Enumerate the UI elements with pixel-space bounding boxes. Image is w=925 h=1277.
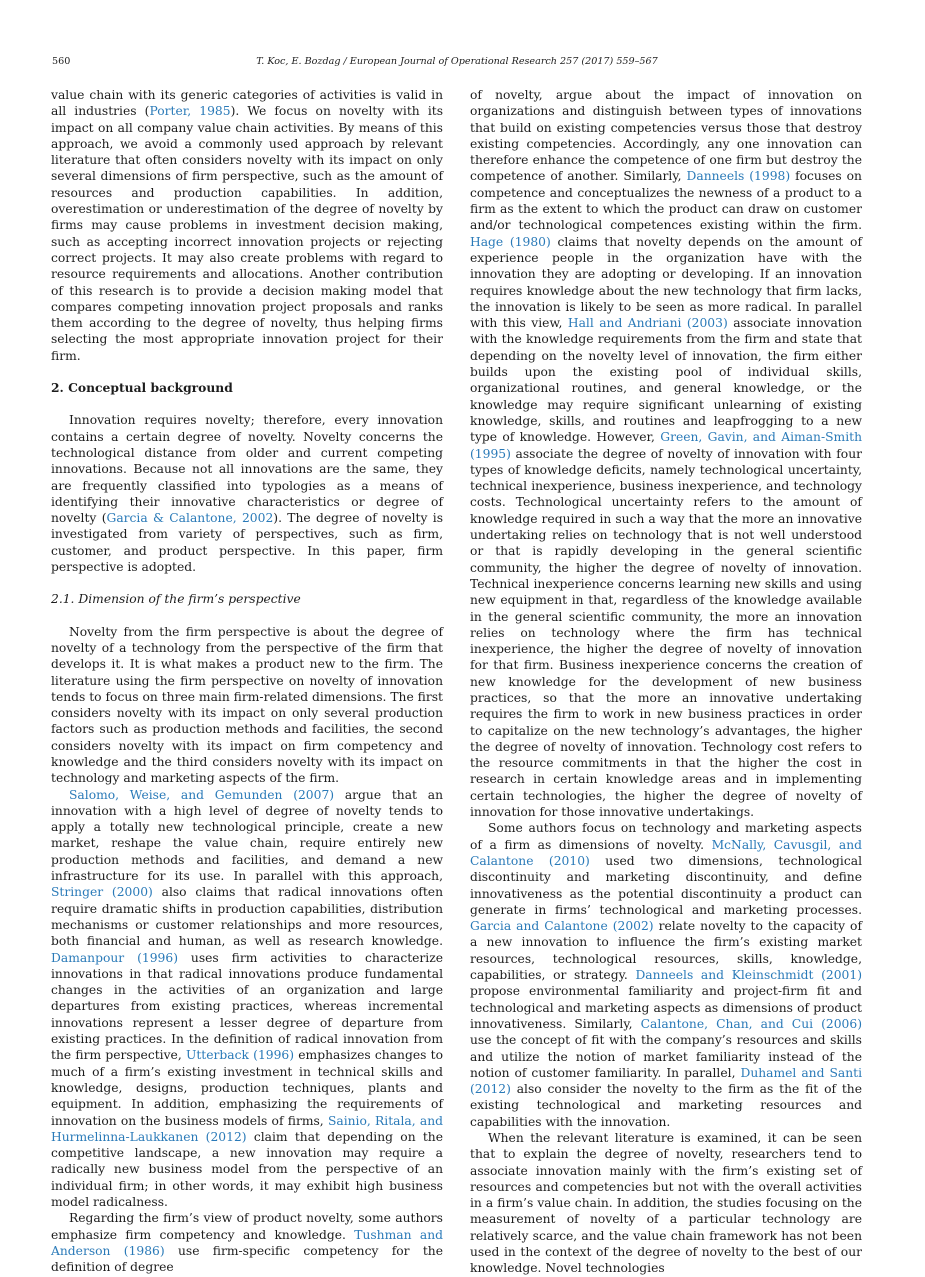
citation-link[interactable]: Utterback (1996)	[185, 1048, 295, 1063]
right-column	[470, 87, 862, 1277]
paragraph: Innovation requires novelty; therefore, every innovation contains a certain degree of novelty. Novelty concerns the technological distance from older and current competing innovations. Because not all innovations are the same, they are frequently classified into typologies as a means of identifying their innovative characteristics or degree of novelty (Garcia & Calantone, 2002). The degree of novelty is investigated from variety of perspectives, such as firm, customer, and product perspective. In this paper, firm perspective is adopted.	[51, 413, 444, 575]
citation-link[interactable]: McNally, Cavusgil, and Calantone (2010)	[470, 837, 862, 868]
citation-link[interactable]: Garcia and Calantone (2002)	[470, 919, 654, 934]
citation-link[interactable]: Garcia & Calantone, 2002	[106, 511, 274, 526]
citation-link[interactable]: Tushman and Anderson (1986)	[51, 1227, 443, 1258]
citation-link[interactable]: Hage (1980)	[470, 234, 551, 249]
citation-link[interactable]: Danneels (1998)	[686, 169, 791, 184]
citation-link[interactable]: Damanpour (1996)	[51, 950, 178, 965]
citation-link[interactable]: Danneels and Kleinschmidt (2001)	[635, 968, 862, 983]
journal-reference: T. Koc, E. Bozdag / European Journal of Operational Research 257 (2017) 559–567	[256, 56, 658, 67]
citation-link[interactable]: Duhamel and Santi (2012)	[470, 1065, 863, 1097]
page-number: 560	[52, 56, 71, 67]
section-heading: 2. Conceptual background	[51, 380, 233, 396]
citation-link[interactable]: Sainio, Ritala, and Hurmelinna-Laukkanen (2012)	[51, 1113, 444, 1144]
subsection-heading: 2.1. Dimension of the firm’s perspective	[51, 592, 301, 607]
citation-link[interactable]: Hall and Andriani (2003)	[567, 316, 728, 331]
paragraph: of novelty, argue about the impact of innovation on organizations and distinguish between types of innovations that build on existing competencies versus those that destroy existing competencies. Accordingly, any one innovation can therefore enhance the competence of one firm but destroy the competence of another. Similarly, Danneels (1998) focuses on competence and conceptualizes the newness of a product to a firm as the extent to which the product can draw on customer and/or technological competences existing within the firm. Hage (1980) claims that novelty depends on the amount of experience people in the organization have with the innovation they are adopting or developing. If an innovation requires knowledge about the new technology that firm lacks, the innovation is likely to be seen as more radical. In parallel with this view, Hall and Andriani (2003) associate innovation with the knowledge requirements from the firm and state that depending on the novelty level of innovation, the firm either builds upon the existing pool of individual skills, organizational routines, and general knowledge, or the knowledge may require significant unlearning of existing knowledge, skills, and routines and leapfrogging to a new type of knowledge. However, Green, Gavin, and Aiman-Smith (1995) associate the degree of novelty of innovation with four types of knowledge deficits, namely technological uncertainty, technical inexperience, business inexperience, and technology costs. Technological uncertainty refers to the amount of knowledge required in such a way that the more an innovative undertaking relies on technology that is not well understood or that is rapidly developing in the general scientific community, the higher the degree of novelty of innovation. Technical inexperience concerns learning new skills and using new equipment in that, regardless of the knowledge available in the general scientific community, the more an innovation relies on technology where the firm has technical inexperience, the higher the degree of novelty of innovation for that firm. Business inexperience concerns the creation of new knowledge for the development of new business practices, so that the more an innovative undertaking requires the firm to work in new business practices in order to capitalize on the new technology’s advantages, the higher the degree of novelty of innovation. Technology cost refers to the resource commitments in that the higher the cost in research in certain knowledge areas and in implementing certain technologies, the higher the degree of novelty of innovation for those innovative undertakings.	[470, 88, 863, 820]
citation-link[interactable]: Calantone, Chan, and Cui (2006)	[640, 1016, 862, 1031]
paragraph: When the relevant literature is examined, it can be seen that to explain the degree of novelty, researchers tend to associate innovation mainly with the firm’s existing set of resources and competencies but not with the overall activities in a firm’s value chain. In addition, the studies focusing on the measurement of novelty of a particular technology are relatively scarce, and the value chain framework has not been used in the context of the degree of novelty to the best of our knowledge. Novel technologies	[470, 1131, 862, 1276]
citation-link[interactable]: Stringer (2000)	[51, 885, 153, 900]
paragraph: value chain with its generic categories of activities is valid in all industries (Porter, 1985). We focus on novelty with its impact on all company value chain activities. By means of this approach, we avoid a commonly used approach by relevant literature that often considers novelty with its impact on only several dimensions of firm perspective, such as the amount of resources and production capabilities. In addition, overestimation or underestimation of the degree of novelty by firms may cause problems in investment decision making, such as accepting incorrect innovation projects or rejecting correct projects. It may also create problems with regard to resource requirements and allocations. Another contribution of this research is to provide a decision making model that compares competing innovation project proposals and ranks them according to the degree of novelty, thus helping firms selecting the most appropriate innovation project for their firm.	[51, 88, 444, 363]
paragraph: Regarding the firm’s view of product novelty, some authors emphasize firm competency and knowledge. Tushman and Anderson (1986) use firm-specific competency for the definition of degree	[51, 1211, 443, 1275]
citation-link[interactable]: Porter, 1985	[149, 104, 231, 119]
left-column	[51, 87, 443, 1275]
running-header	[52, 56, 862, 70]
paragraph: Some authors focus on technology and marketing aspects of a firm as dimensions of novelty. McNally, Cavusgil, and Calantone (2010) used two dimensions, technological discontinuity and marketing discontinuity, and define innovativeness as the potential discontinuity a product can generate in firms’ technological and marketing processes. Garcia and Calantone (2002) relate novelty to the capacity of a new innovation to influence the firm’s existing market resources, technological resources, skills, knowledge, capabilities, or strategy. Danneels and Kleinschmidt (2001) propose environmental familiarity and project-firm fit and technological and marketing aspects as dimensions of product innovativeness. Similarly, Calantone, Chan, and Cui (2006) use the concept of fit with the company’s resources and skills and utilize the notion of market familiarity instead of the notion of customer familiarity. In parallel, Duhamel and Santi (2012) also consider the novelty to the firm as the fit of the existing technological and marketing resources and capabilities with the innovation.	[470, 821, 863, 1129]
citation-link[interactable]: Salomo, Weise, and Gemunden (2007)	[69, 787, 335, 802]
citation-link[interactable]: Green, Gavin, and Aiman-Smith (1995)	[470, 430, 862, 461]
paragraph: Salomo, Weise, and Gemunden (2007) argue that an innovation with a high level of degree of novelty tends to apply a totally new technological principle, create a new market, reshape the value chain, require entirely new production methods and facilities, and demand a new infrastructure for its use. In parallel with this approach, Stringer (2000) also claims that radical innovations often require dramatic shifts in production capabilities, distribution mechanisms or customer relationships and more resources, both financial and human, as well as research knowledge. Damanpour (1996) uses firm activities to characterize innovations in that radical innovations produce fundamental changes in the activities of an organization and large departures from existing practices, whereas incremental innovations represent a lesser degree of departure from existing practices. In the definition of radical innovation from the firm perspective, Utterback (1996) emphasizes changes to much of a firm’s existing investment in technical skills and knowledge, designs, production techniques, plants and equipment. In addition, emphasizing the requirements of innovation on the business models of firms, Sainio, Ritala, and Hurmelinna-Laukkanen (2012) claim that depending on the competitive landscape, a new innovation may require a radically new business model from the perspective of an individual firm; in other words, it may exhibit high business model radicalness.	[51, 787, 444, 1209]
paragraph: Novelty from the firm perspective is about the degree of novelty of a technology from the perspective of the firm that develops it. It is what makes a product new to the firm. The literature using the firm perspective on novelty of innovation tends to focus on three main firm-related dimensions. The first considers novelty with its impact on only several production factors such as production methods and facilities, the second considers novelty with its impact on firm competency and knowledge and the third considers novelty with its impact on technology and marketing aspects of the firm.	[51, 624, 443, 786]
